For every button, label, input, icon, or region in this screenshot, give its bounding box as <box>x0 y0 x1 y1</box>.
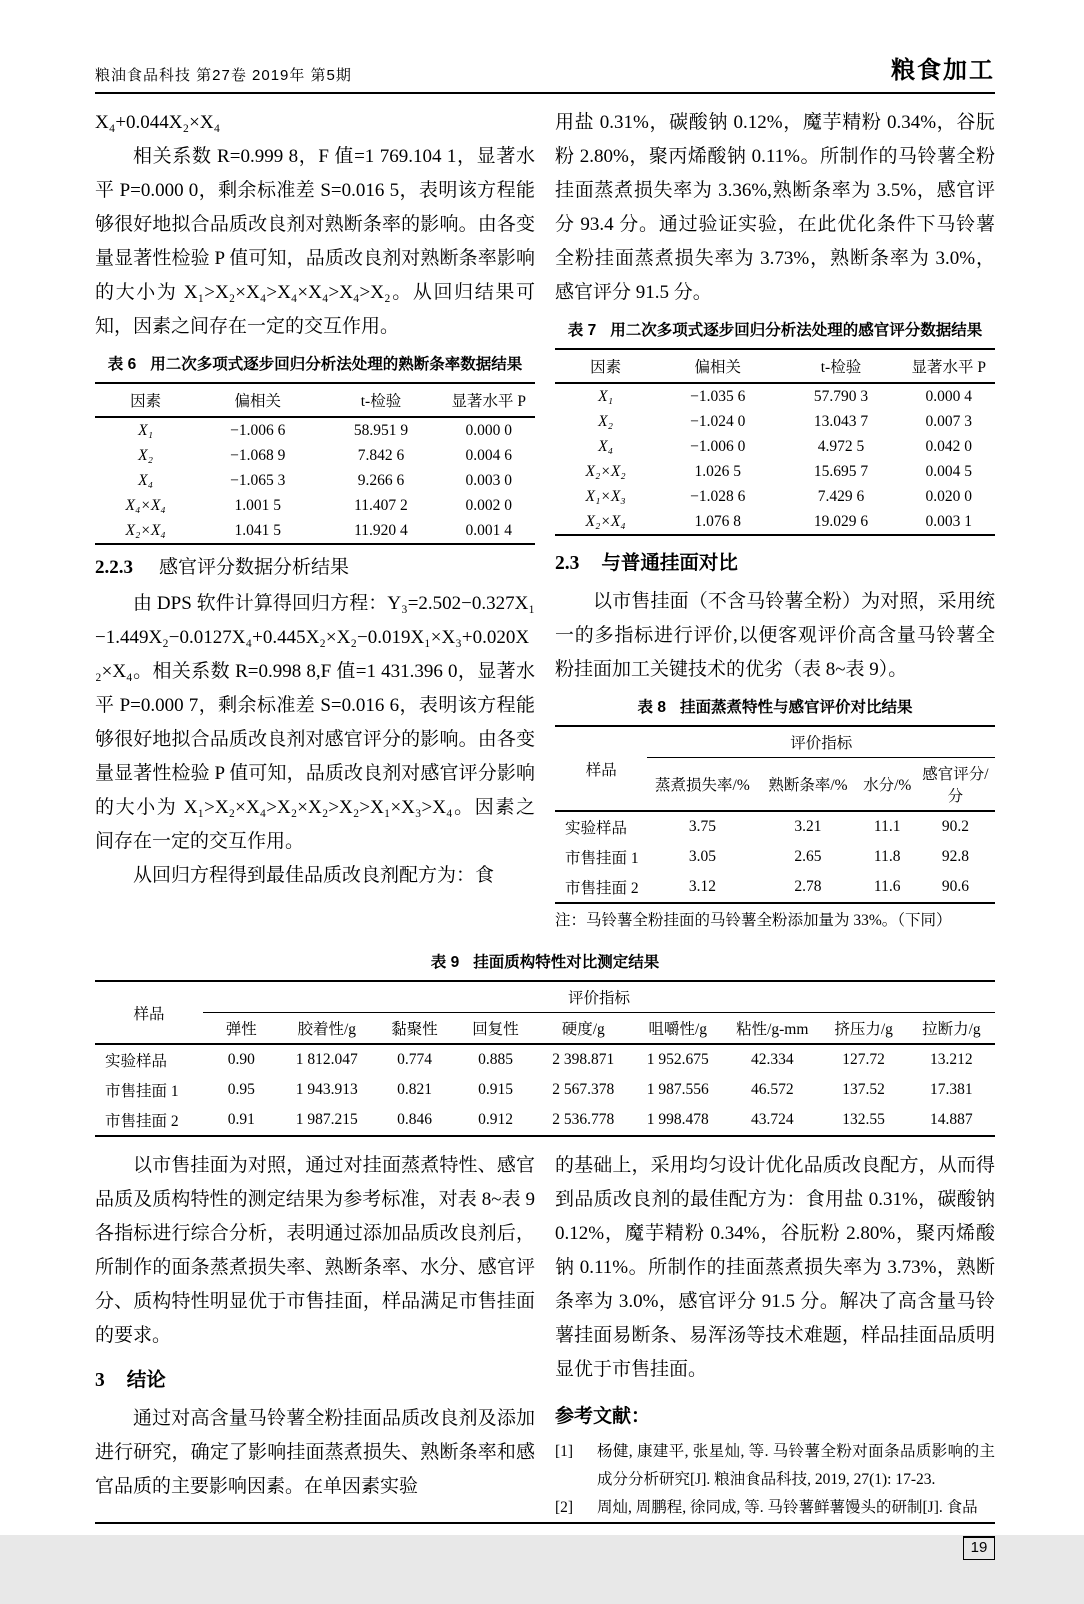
table-cell: −1.024 0 <box>690 412 746 430</box>
table-cell: 3.21 <box>794 818 822 835</box>
column-header: 黏聚性 <box>374 1013 455 1045</box>
table-row <box>95 1044 995 1075</box>
table-cell: 3.12 <box>688 878 716 895</box>
table-cell: 127.72 <box>842 1051 885 1068</box>
table-cell: 43.724 <box>750 1111 794 1128</box>
table-cell: 1.076 8 <box>694 512 742 530</box>
table-cell: 市售挂面 2 <box>105 1113 179 1130</box>
table-cell: 0.90 <box>227 1051 255 1068</box>
table-cell: 0.042 0 <box>925 437 973 455</box>
paragraph-regression-fit: 相关系数 R=0.999 8，F 值=1 769.104 1，显著水平 P=0.000 0，剩余标准差 S=0.016 5，表明该方程能够很好地拟合品质改良剂对熟断条率的影响。由各变量显著性检验 P 值可知，品质改良剂对熟断条率影响的大小为 X₁>X₂×X₄>X₄×X₄>X₄>X₂。从回归结果可知，因素之间存在一定的交互作用。 <box>95 146 535 337</box>
paragraph-comparison-analysis: 以市售挂面为对照，通过对挂面蒸煮特性、感官品质及质构特性的测定结果为参考标准，对表 8~表 9 各指标进行综合分析，表明通过添加品质改良剂后，所制作的面条蒸煮损失率、熟断条率、水分、感官评分、质构特性明显优于市售挂面，样品满足市售挂面的要求。 <box>95 1155 535 1346</box>
table9-section <box>95 942 995 1137</box>
reference-text: 周灿, 周鹏程, 徐同成, 等. 马铃薯鲜薯馒头的研制[J]. 食品 <box>597 1499 978 1516</box>
table-cell: 0.000 4 <box>925 387 973 405</box>
paragraph-conclusion-start: 通过对高含量马铃薯全粉挂面品质改良剂及添加进行研究，确定了影响挂面蒸煮损失、熟断条率和感官品质的主要影响因素。在单因素实验 <box>95 1408 535 1497</box>
equation-continuation: X₄+0.044X₂×X₄ <box>95 112 221 133</box>
left-column <box>95 106 535 932</box>
table-row <box>555 811 995 842</box>
table9-label: 表 9 <box>430 954 460 971</box>
table-cell: 1 952.675 <box>646 1051 709 1068</box>
column-header: 回复性 <box>455 1013 536 1045</box>
table9-caption: 挂面质构特性对比测定结果 <box>473 954 660 971</box>
table-cell: 46.572 <box>750 1081 794 1098</box>
references-heading: 参考文献： <box>555 1406 651 1427</box>
table9 <box>95 980 995 1137</box>
table-cell: 57.790 3 <box>813 387 869 405</box>
table-cell: 0.003 0 <box>465 471 513 489</box>
table8-group-header: 评价指标 <box>647 726 995 758</box>
section-number: 2.2.3 <box>95 557 133 578</box>
table-cell: −1.028 6 <box>690 487 746 505</box>
section-3-heading <box>95 1365 535 1396</box>
table-cell: 2 567.378 <box>552 1081 615 1098</box>
table-cell: X₁×X₃ <box>585 487 626 505</box>
table9-subheader-row <box>95 1013 995 1045</box>
table-row <box>555 842 995 872</box>
table-cell: X₄×X₄ <box>125 496 166 514</box>
table-cell: X₁ <box>598 387 614 405</box>
table8-title <box>555 697 995 719</box>
reference-number: [1] <box>555 1443 574 1460</box>
table-cell: 0.004 5 <box>925 462 973 480</box>
table-cell: 9.266 6 <box>357 471 405 489</box>
table-cell: −1.006 6 <box>230 421 286 439</box>
table-cell: 0.004 6 <box>465 446 513 464</box>
table-cell: 0.821 <box>397 1081 432 1098</box>
table-row <box>95 468 535 493</box>
section-banner: 粮食加工 <box>891 57 995 84</box>
table-row <box>95 1105 995 1136</box>
table-cell: 市售挂面 1 <box>105 1083 179 1100</box>
paragraph-comparison-intro: 以市售挂面（不含马铃薯全粉）为对照，采用统一的多指标进行评价,以便客观评价高含量马铃薯全粉挂面加工关键技术的优劣（表 8~表 9）。 <box>555 591 995 680</box>
table-cell: 19.029 6 <box>813 512 869 530</box>
footer-rule <box>95 1522 995 1524</box>
table-cell: 0.020 0 <box>925 487 973 505</box>
table-row <box>95 443 535 468</box>
table-row <box>555 484 995 509</box>
table-cell: 11.920 4 <box>354 521 408 539</box>
table-cell: X₂ <box>598 412 614 430</box>
table-cell: 13.043 7 <box>813 412 869 430</box>
table-cell: 137.52 <box>842 1081 885 1098</box>
column-header: 水分/% <box>859 758 916 812</box>
section-number: 2.3 <box>555 553 580 574</box>
table8-label: 表 8 <box>637 699 666 716</box>
table-cell: 2.78 <box>794 878 822 895</box>
table-cell: 0.007 3 <box>925 412 973 430</box>
table-row <box>555 459 995 484</box>
column-header: 因素 <box>95 383 196 417</box>
table9-title <box>95 952 995 974</box>
table-cell: 2 536.778 <box>552 1111 615 1128</box>
table-cell: X₂×X₄ <box>125 521 166 539</box>
table-cell: 11.1 <box>873 818 901 835</box>
reference-item <box>555 1438 995 1494</box>
table-cell: −1.006 0 <box>690 437 746 455</box>
table7-header-row <box>555 349 995 383</box>
section-number: 3 <box>95 1370 105 1391</box>
table6-header-row <box>95 383 535 417</box>
table9-group-row <box>95 981 995 1013</box>
table-cell: 0.003 1 <box>925 512 973 530</box>
table-cell: 132.55 <box>842 1111 885 1128</box>
table-row <box>95 417 535 443</box>
table-cell: 15.695 7 <box>813 462 869 480</box>
table7-title <box>555 320 995 342</box>
column-header: 显著水平 P <box>903 349 995 383</box>
section-2-2-3-heading <box>95 553 535 583</box>
table7-label: 表 7 <box>567 322 597 339</box>
column-header: 蒸煮损失率/% <box>647 758 757 812</box>
table-cell: 11.6 <box>873 878 901 895</box>
table-cell: −1.068 9 <box>230 446 286 464</box>
table-cell: X₁ <box>138 421 154 439</box>
table7-caption: 用二次多项式逐步回归分析法处理的感官评分数据结果 <box>610 322 983 339</box>
column-header: t-检验 <box>319 383 442 417</box>
table-cell: 42.334 <box>750 1051 794 1068</box>
column-header: 粘性/g-mm <box>725 1013 820 1045</box>
table-row <box>555 434 995 459</box>
table-row <box>95 1075 995 1105</box>
table-cell: 1 998.478 <box>646 1111 709 1128</box>
table-cell: 0.915 <box>478 1081 513 1098</box>
table8 <box>555 725 995 904</box>
table-row <box>555 509 995 535</box>
table-cell: 实验样品 <box>105 1053 168 1070</box>
table-cell: 1.001 5 <box>234 496 282 514</box>
table-cell: 1 987.215 <box>295 1111 358 1128</box>
table-cell: 0.774 <box>397 1051 432 1068</box>
table-cell: 1 987.556 <box>646 1081 709 1098</box>
column-header: 挤压力/g <box>820 1013 908 1045</box>
table-cell: 市售挂面 2 <box>565 880 639 897</box>
column-header: 显著水平 P <box>443 383 535 417</box>
section-title: 与普通挂面对比 <box>601 552 738 574</box>
paragraph-conclusion-continuation: 的基础上，采用均匀设计优化品质改良配方，从而得到品质改良剂的最佳配方为：食用盐 0.31%，碳酸钠 0.12%，魔芋精粉 0.34%，谷朊粉 2.80%，聚丙烯酸钠 0.11%。所制作的挂面蒸煮损失率为 3.73%，熟断条率为 3.0%，感官评分 91.5 分。解决了高含量马铃薯挂面易断条、易浑汤等技术难题，样品挂面品质明显优于市售挂面。 <box>555 1155 995 1380</box>
column-header: 胶着性/g <box>280 1013 375 1045</box>
table6-label: 表 6 <box>107 356 137 373</box>
table-cell: X₂ <box>138 446 154 464</box>
table8-caption: 挂面蒸煮特性与感官评价对比结果 <box>679 699 913 716</box>
table-cell: 3.05 <box>688 848 716 865</box>
table-row <box>555 383 995 409</box>
table9-group-header: 评价指标 <box>203 981 995 1013</box>
table-cell: 3.75 <box>688 818 716 835</box>
table-cell: 4.972 5 <box>817 437 865 455</box>
paragraph-best-formula-start: 从回归方程得到最佳品质改良剂配方为：食 <box>133 865 495 886</box>
lower-columns <box>95 1149 995 1522</box>
column-header: 咀嚼性/g <box>631 1013 726 1045</box>
table-cell: −1.065 3 <box>230 471 286 489</box>
table7 <box>555 348 995 536</box>
reference-item <box>555 1494 995 1522</box>
table-cell: 7.842 6 <box>357 446 405 464</box>
right-column <box>555 106 995 932</box>
column-header: 拉断力/g <box>908 1013 995 1045</box>
journal-issue-info: 粮油食品科技 第27卷 2019年 第5期 <box>95 67 352 84</box>
table-cell: 0.846 <box>397 1111 432 1128</box>
table-cell: 0.002 0 <box>465 496 513 514</box>
table-cell: 0.001 4 <box>465 521 513 539</box>
section-2-3-heading <box>555 548 995 579</box>
table8-group-row <box>555 726 995 758</box>
section-title: 结论 <box>126 1369 166 1391</box>
table-cell: 1.026 5 <box>694 462 742 480</box>
table-cell: 0.885 <box>478 1051 513 1068</box>
table6-caption: 用二次多项式逐步回归分析法处理的熟断条率数据结果 <box>150 356 523 373</box>
column-header: 因素 <box>555 349 656 383</box>
table-row <box>95 493 535 518</box>
table-cell: 2.65 <box>794 848 822 865</box>
table-cell: 90.6 <box>941 878 969 895</box>
table-cell: 实验样品 <box>565 820 628 837</box>
bottom-left-column <box>95 1149 535 1522</box>
page-header <box>95 50 995 94</box>
table8-note: 注：马铃薯全粉挂面的马铃薯全粉添加量为 33%。（下同） <box>555 912 952 929</box>
bottom-right-column <box>555 1149 995 1522</box>
table-cell: 17.381 <box>930 1081 973 1098</box>
table6 <box>95 382 535 545</box>
table-row <box>555 409 995 434</box>
column-header: 偏相关 <box>656 349 779 383</box>
table-cell: 1.041 5 <box>234 521 282 539</box>
column-header: t-检验 <box>779 349 902 383</box>
table-cell: 1 943.913 <box>295 1081 358 1098</box>
table9-sample-header: 样品 <box>95 981 203 1044</box>
table-cell: 11.407 2 <box>354 496 408 514</box>
reference-text: 杨健, 康建平, 张星灿, 等. 马铃薯全粉对面条品质影响的主成分分析研究[J]. 粮油食品科技, 2019, 27(1): 17-23. <box>597 1443 995 1488</box>
table8-sample-header: 样品 <box>555 726 647 811</box>
table-cell: X₄ <box>598 437 614 455</box>
column-header: 感官评分/分 <box>916 758 995 812</box>
table-cell: 0.95 <box>227 1081 255 1098</box>
table-cell: 92.8 <box>941 848 969 865</box>
upper-columns <box>95 106 995 932</box>
table-cell: 7.429 6 <box>817 487 865 505</box>
column-header: 偏相关 <box>196 383 319 417</box>
table-row <box>95 518 535 544</box>
paragraph-sensory-regression: 由 DPS 软件计算得回归方程：Y₃=2.502−0.327X₁−1.449X₂−0.0127X₄+0.445X₂×X₂−0.019X₁×X₃+0.020X₂×X₄。相关系数 R=0.998 8,F 值=1 431.396 0，显著水平 P=0.000 7，剩余标准差 S=0.016 6，表明该方程能够很好地拟合品质改良剂对感官评分的影响。由各变量显著性检验 P 值可知，品质改良剂对感官评分影响的大小为 X₁>X₂×X₄>X₂×X₂>X₂>X₁×X₃>X₄。因素之间存在一定的交互作用。 <box>95 593 535 852</box>
reference-number: [2] <box>555 1499 574 1516</box>
table-cell: 13.212 <box>930 1051 973 1068</box>
table-cell: X₂×X₄ <box>585 512 626 530</box>
table-cell: 90.2 <box>941 818 969 835</box>
table-cell: 0.912 <box>478 1111 513 1128</box>
table-cell: 0.91 <box>227 1111 255 1128</box>
table-cell: 市售挂面 1 <box>565 850 639 867</box>
table-cell: X₂×X₂ <box>585 462 626 480</box>
section-title: 感官评分数据分析结果 <box>159 557 350 578</box>
column-header: 弹性 <box>203 1013 280 1045</box>
table-cell: 0.000 0 <box>465 421 513 439</box>
page-footer <box>95 1522 995 1604</box>
table6-title <box>95 354 535 376</box>
page-number: 19 <box>963 1536 995 1560</box>
table-row <box>555 872 995 903</box>
table-cell: 14.887 <box>930 1111 973 1128</box>
table-cell: 1 812.047 <box>295 1051 358 1068</box>
table-cell: X₄ <box>138 471 154 489</box>
column-header: 硬度/g <box>536 1013 631 1045</box>
table-cell: 11.8 <box>873 848 901 865</box>
paragraph-formula-continuation: 用盐 0.31%，碳酸钠 0.12%，魔芋精粉 0.34%，谷朊粉 2.80%，聚丙烯酸钠 0.11%。所制作的马铃薯全粉挂面蒸煮损失率为 3.36%,熟断条率为 3.5%，感官评分 93.4 分。通过验证实验，在此优化条件下马铃薯全粉挂面蒸煮损失率为 3.73%，熟断条率为 3.0%，感官评分 91.5 分。 <box>555 112 995 303</box>
column-header: 熟断条率/% <box>757 758 858 812</box>
table-cell: 2 398.871 <box>552 1051 615 1068</box>
table-cell: 58.951 9 <box>353 421 409 439</box>
table-cell: −1.035 6 <box>690 387 746 405</box>
